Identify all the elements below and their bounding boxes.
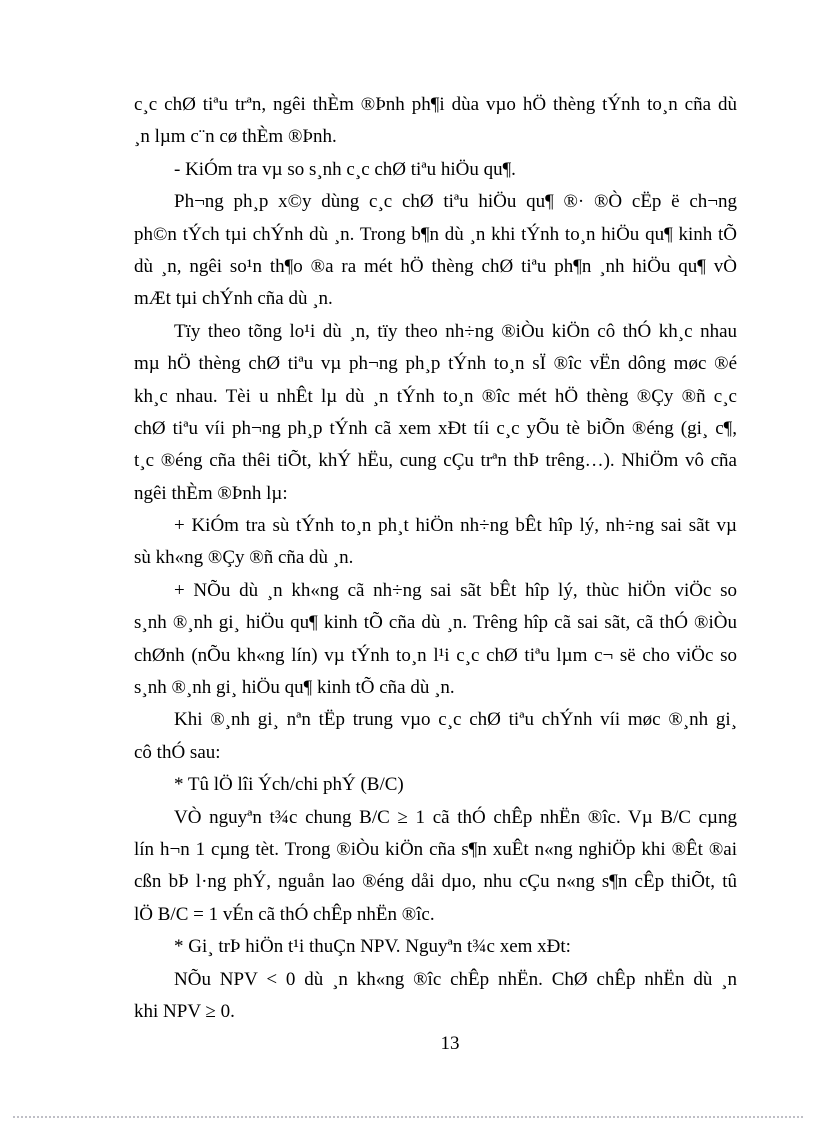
text-line: Ph¬ng ph¸p x©y dùng c¸c chØ tiªu hiÖu qu¶ ®· ®Ò cËp ë ch¬ng (174, 191, 737, 213)
text-line: * Tû lÖ lîi Ých/chi phÝ (B/C) (174, 774, 404, 796)
text-line: * Gi¸ trÞ hiÖn t¹i thuÇn NPV. Nguyªn t¾c xem xÐt: (174, 936, 571, 958)
text-line: ngêi thÈm ®Þnh lµ: (134, 482, 288, 504)
text-line: NÕu NPV < 0 dù ¸n kh«ng ®îc chÊp nhËn. ChØ chÊp nhËn dù ¸n (174, 968, 737, 990)
text-line: ¸n lµm c¨n cø thÈm ®Þnh. (134, 126, 337, 148)
text-line: s¸nh ®¸nh gi¸ hiÖu qu¶ kinh tÕ cña dù ¸n. Trêng hîp cã sai sãt, cã thÓ ®iÒu (134, 612, 737, 634)
page-break-dotted-line (13, 1116, 803, 1118)
text-line: chØnh (nÕu kh«ng lín) vµ tÝnh to¸n l¹i c¸c chØ tiªu lµm c¬ së cho viÖc so (134, 644, 737, 666)
text-line: Tïy theo tõng lo¹i dù ¸n, tïy theo nh÷ng ®iÒu kiÖn cô thÓ kh¸c nhau (174, 320, 737, 342)
text-line: cßn bÞ l·ng phÝ, nguån lao ®éng dåi dµo, nhu cÇu n«ng s¶n cÊp thiÕt, tû (134, 871, 737, 893)
text-line: mÆt tµi chÝnh cña dù ¸n. (134, 288, 333, 310)
text-line: sù kh«ng ®Çy ®ñ cña dù ¸n. (134, 547, 354, 569)
text-line: + KiÓm tra sù tÝnh to¸n ph¸t hiÖn nh÷ng bÊt hîp lý, nh÷ng sai sãt vµ (174, 515, 737, 537)
page-number: 13 (440, 1033, 460, 1054)
text-block (134, 89, 737, 1028)
text-line: chØ tiªu víi ph¬ng ph¸p tÝnh cã xem xÐt tíi c¸c yÕu tè biÕn ®éng (gi¸ c¶, (134, 417, 737, 439)
text-line: khi NPV ≥ 0. (134, 1000, 235, 1022)
text-line: - KiÓm tra vµ so s¸nh c¸c chØ tiªu hiÖu qu¶. (174, 158, 516, 180)
text-line: Khi ®¸nh gi¸ nªn tËp trung vµo c¸c chØ tiªu chÝnh víi møc ®¸nh gi¸ (174, 709, 737, 731)
text-line: t¸c ®éng cña thêi tiÕt, khÝ hËu, cung cÇu trªn thÞ trêng…). NhiÖm vô cña (134, 450, 737, 472)
text-line: VÒ nguyªn t¾c chung B/C ≥ 1 cã thÓ chÊp nhËn ®îc. Vµ B/C cµng (174, 806, 737, 828)
text-line: + NÕu dù ¸n kh«ng cã nh÷ng sai sãt bÊt hîp lý, thùc hiÖn viÖc so (174, 579, 737, 601)
text-line: lÖ B/C = 1 vÉn cã thÓ chÊp nhËn ®îc. (134, 903, 435, 925)
text-line: ph©n tÝch tµi chÝnh dù ¸n. Trong b¶n dù ¸n khi tÝnh to¸n hiÖu qu¶ kinh tÕ (134, 223, 737, 245)
text-line: mµ hÖ thèng chØ tiªu vµ ph¬ng ph¸p tÝnh to¸n sÏ ®îc vËn dông møc ®é (134, 353, 737, 375)
text-line: s¸nh ®¸nh gi¸ hiÖu qu¶ kinh tÕ cña dù ¸n. (134, 677, 455, 699)
text-line: lín h¬n 1 cµng tèt. Trong ®iÒu kiÖn cña s¶n xuÊt n«ng nghiÖp khi ®Êt ®ai (134, 838, 737, 860)
text-line: c¸c chØ tiªu trªn, ngêi thÈm ®Þnh ph¶i dùa vµo hÖ thèng tÝnh to¸n cña dù (134, 94, 737, 115)
text-line: kh¸c nhau. Tèi u nhÊt lµ dù ¸n tÝnh to¸n ®îc mét hÖ thèng ®Çy ®ñ c¸c (134, 385, 737, 407)
text-line: cô thÓ sau: (134, 741, 221, 763)
text-line: dù ¸n, ngêi so¹n th¶o ®a ra mét hÖ thèng chØ tiªu ph¶n ¸nh hiÖu qu¶ vÒ (134, 255, 737, 277)
